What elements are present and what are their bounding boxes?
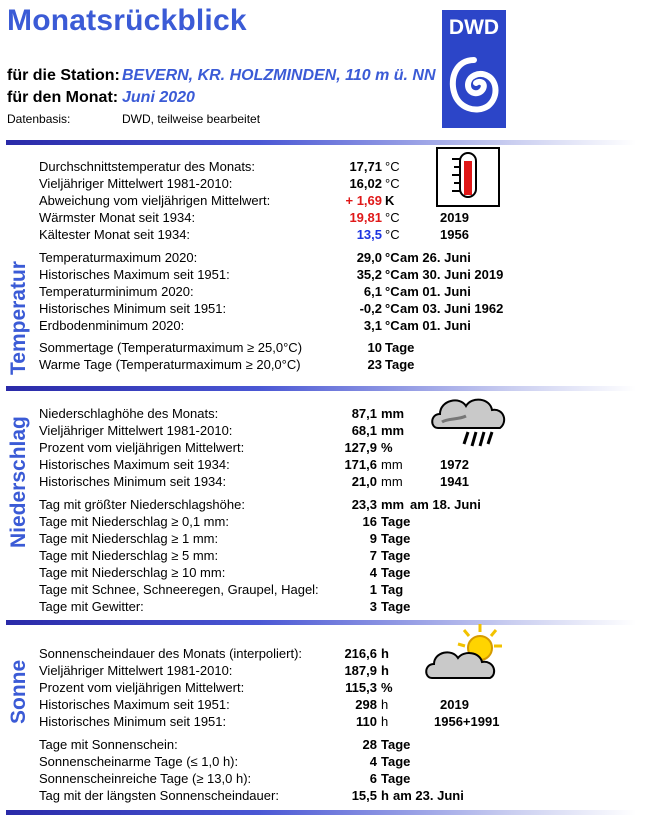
precipitation-row-value: 3 [369, 599, 377, 614]
temperature-row-unit: °C [385, 284, 400, 299]
sun-row-value: 110 [356, 714, 377, 729]
precipitation-row-label: Vieljähriger Mittelwert 1981-2010: [39, 423, 233, 438]
precipitation-row-value: 1 [369, 582, 377, 597]
precipitation-row-extra: 1941 [440, 474, 469, 489]
sun-row-label: Sonnenscheindauer des Monats (interpoliert): [39, 646, 303, 661]
temperature-row-value: 16,02 [349, 176, 382, 191]
sun-row-unit: h [381, 697, 389, 712]
temperature-row-label: Temperaturmaximum 2020: [39, 250, 198, 265]
precipitation-row-label: Tage mit Niederschlag ≥ 0,1 mm: [39, 514, 229, 529]
precipitation-row-value: 16 [362, 514, 377, 529]
precipitation-row-unit: mm [381, 474, 403, 489]
precipitation-row-label: Tage mit Schnee, Schneeregen, Graupel, Hagel: [39, 582, 319, 597]
temperature-row-label: Abweichung vom vieljährigen Mittelwert: [39, 193, 271, 208]
sun-row-unit: % [381, 680, 393, 695]
temperature-row-label: Historisches Maximum seit 1951: [39, 267, 230, 282]
temperature-row-unit: °C [385, 318, 400, 333]
precipitation-row-value: 171,6 [344, 457, 377, 472]
month-label: für den Monat: [7, 89, 119, 106]
sun-row-value: 6 [369, 771, 377, 786]
temperature-row-label: Vieljähriger Mittelwert 1981-2010: [39, 176, 233, 191]
temperature-row-label: Sommertage (Temperaturmaximum ≥ 25,0°C) [39, 340, 303, 355]
sun-row-value: 28 [362, 737, 377, 752]
sun-row-label: Vieljähriger Mittelwert 1981-2010: [39, 663, 233, 678]
dwd-logo [442, 10, 506, 128]
source-label: Datenbasis: [7, 112, 71, 126]
temperature-row-extra: am 26. Juni [400, 250, 471, 265]
sun-row-label: Sonnenscheinarme Tage (≤ 1,0 h): [39, 754, 239, 769]
temperature-row-extra: 1956 [440, 227, 469, 242]
precipitation-row-unit: mm [381, 423, 405, 438]
precipitation-row-label: Prozent vom vieljährigen Mittelwert: [39, 440, 245, 455]
precipitation-row-label: Tage mit Niederschlag ≥ 1 mm: [39, 531, 219, 546]
precipitation-row-value: 4 [369, 565, 377, 580]
rain-cloud-icon [428, 392, 510, 450]
precipitation-row-extra: am 18. Juni [410, 497, 481, 512]
station-label: für die Station: [7, 67, 120, 84]
temperature-row-value: -0,2 [359, 301, 382, 316]
sun-row-unit: h [381, 646, 389, 661]
station-value: BEVERN, KR. HOLZMINDEN, 110 m ü. NN [122, 67, 436, 84]
divider-top [6, 140, 636, 145]
month-value: Juni 2020 [122, 89, 195, 106]
sun-row-value: 4 [369, 754, 377, 769]
section-sun: Sonne [7, 659, 30, 724]
precipitation-row-value: 87,1 [351, 406, 377, 421]
temperature-row-extra: am 01. Juni [400, 284, 471, 299]
temperature-row-extra: 2019 [440, 210, 469, 225]
precipitation-row-value: 68,1 [351, 423, 377, 438]
sun-row-label: Historisches Minimum seit 1951: [39, 714, 227, 729]
section-precipitation: Niederschlag [7, 416, 30, 548]
precipitation-row-value: 21,0 [351, 474, 377, 489]
temperature-row-unit: °C [385, 176, 400, 191]
precipitation-row-unit: Tage [381, 531, 411, 546]
temperature-row-unit: K [385, 193, 395, 208]
temperature-row-unit: °C [385, 267, 400, 282]
precipitation-row-unit: mm [381, 457, 403, 472]
sun-row-label: Tage mit Sonnenschein: [39, 737, 178, 752]
temperature-row-unit: °C [385, 159, 400, 174]
precipitation-row-label: Historisches Minimum seit 1934: [39, 474, 227, 489]
precipitation-row-unit: Tage [381, 514, 411, 529]
sun-row-value: 216,6 [344, 646, 377, 661]
precipitation-row-unit: Tage [381, 599, 411, 614]
temperature-row-unit: °C [385, 301, 400, 316]
precipitation-row-label: Tag mit größter Niederschlagshöhe: [39, 497, 245, 512]
precipitation-row-unit: mm [381, 406, 405, 421]
sun-row-extra: 1956+1991 [434, 714, 500, 729]
temperature-row-unit: °C [385, 250, 400, 265]
temperature-row-value: 10 [367, 340, 382, 355]
temperature-row-label: Durchschnittstemperatur des Monats: [39, 159, 256, 174]
sun-row-value: 15,5 [351, 788, 377, 803]
temperature-row-label: Erdbodenminimum 2020: [39, 318, 185, 333]
temperature-row-label: Kältester Monat seit 1934: [39, 227, 191, 242]
precipitation-row-value: 9 [369, 531, 377, 546]
dwd-logo-text: DWD [448, 16, 500, 39]
sun-row-unit: Tage [381, 771, 411, 786]
temperature-row-extra: am 01. Juni [400, 318, 471, 333]
section-temperature: Temperatur [7, 261, 30, 375]
temperature-row-label: Warme Tage (Temperaturmaximum ≥ 20,0°C) [39, 357, 301, 372]
precipitation-row-value: 23,3 [351, 497, 377, 512]
thermometer-icon [436, 147, 500, 207]
temperature-row-extra: am 30. Juni 2019 [400, 267, 504, 282]
precipitation-row-unit: % [381, 440, 393, 455]
precipitation-row-label: Tage mit Niederschlag ≥ 5 mm: [39, 548, 219, 563]
temperature-row-value: 29,0 [356, 250, 382, 265]
sun-row-unit: Tage [381, 737, 411, 752]
precipitation-row-label: Niederschlaghöhe des Monats: [39, 406, 219, 421]
precipitation-row-label: Tage mit Gewitter: [39, 599, 144, 614]
sun-row-unit: h [381, 714, 389, 729]
swirl-icon [446, 52, 502, 122]
sun-cloud-icon [424, 622, 506, 686]
temperature-row-unit: Tage [385, 357, 415, 372]
precipitation-row-unit: mm [381, 497, 405, 512]
precipitation-row-extra: 1972 [440, 457, 469, 472]
temperature-row-unit: °C [385, 227, 400, 242]
temperature-row-value: 13,5 [356, 227, 382, 242]
temperature-row-value: 3,1 [363, 318, 382, 333]
sun-row-extra: 2019 [440, 697, 469, 712]
sun-row-value: 115,3 [345, 680, 377, 695]
temperature-row-label: Historisches Minimum seit 1951: [39, 301, 227, 316]
sun-row-value: 187,9 [344, 663, 377, 678]
precipitation-row-value: 127,9 [344, 440, 377, 455]
precipitation-row-label: Historisches Maximum seit 1934: [39, 457, 230, 472]
divider-bottom [6, 810, 636, 815]
temperature-row-value: 19,81 [349, 210, 382, 225]
precipitation-row-unit: Tage [381, 548, 411, 563]
precipitation-row-unit: Tag [381, 582, 404, 597]
precipitation-row-label: Tage mit Niederschlag ≥ 10 mm: [39, 565, 226, 580]
sun-row-label: Historisches Maximum seit 1951: [39, 697, 230, 712]
temperature-row-unit: Tage [385, 340, 415, 355]
temperature-row-label: Temperaturminimum 2020: [39, 284, 194, 299]
temperature-row-unit: °C [385, 210, 400, 225]
page-title: Monatsrückblick [7, 4, 247, 37]
temperature-row-value: + 1,69 [345, 193, 382, 208]
precipitation-row-value: 7 [369, 548, 377, 563]
divider-sun [6, 620, 636, 625]
sun-row-unit: h [381, 663, 389, 678]
temperature-row-value: 23 [367, 357, 382, 372]
temperature-row-value: 17,71 [349, 159, 382, 174]
precipitation-row-unit: Tage [381, 565, 411, 580]
sun-row-label: Prozent vom vieljährigen Mittelwert: [39, 680, 245, 695]
sun-row-unit: Tage [381, 754, 411, 769]
sun-row-value: 298 [355, 697, 377, 712]
sun-row-unit: h [381, 788, 389, 803]
temperature-row-extra: am 03. Juni 1962 [400, 301, 504, 316]
sun-row-label: Tag mit der längsten Sonnenscheindauer: [39, 788, 279, 803]
divider-precipitation [6, 386, 636, 391]
temperature-row-value: 35,2 [356, 267, 382, 282]
temperature-row-label: Wärmster Monat seit 1934: [39, 210, 196, 225]
sun-row-label: Sonnenscheinreiche Tage (≥ 13,0 h): [39, 771, 252, 786]
temperature-row-value: 6,1 [363, 284, 382, 299]
source-value: DWD, teilweise bearbeitet [122, 112, 261, 126]
sun-row-extra: am 23. Juni [393, 788, 464, 803]
